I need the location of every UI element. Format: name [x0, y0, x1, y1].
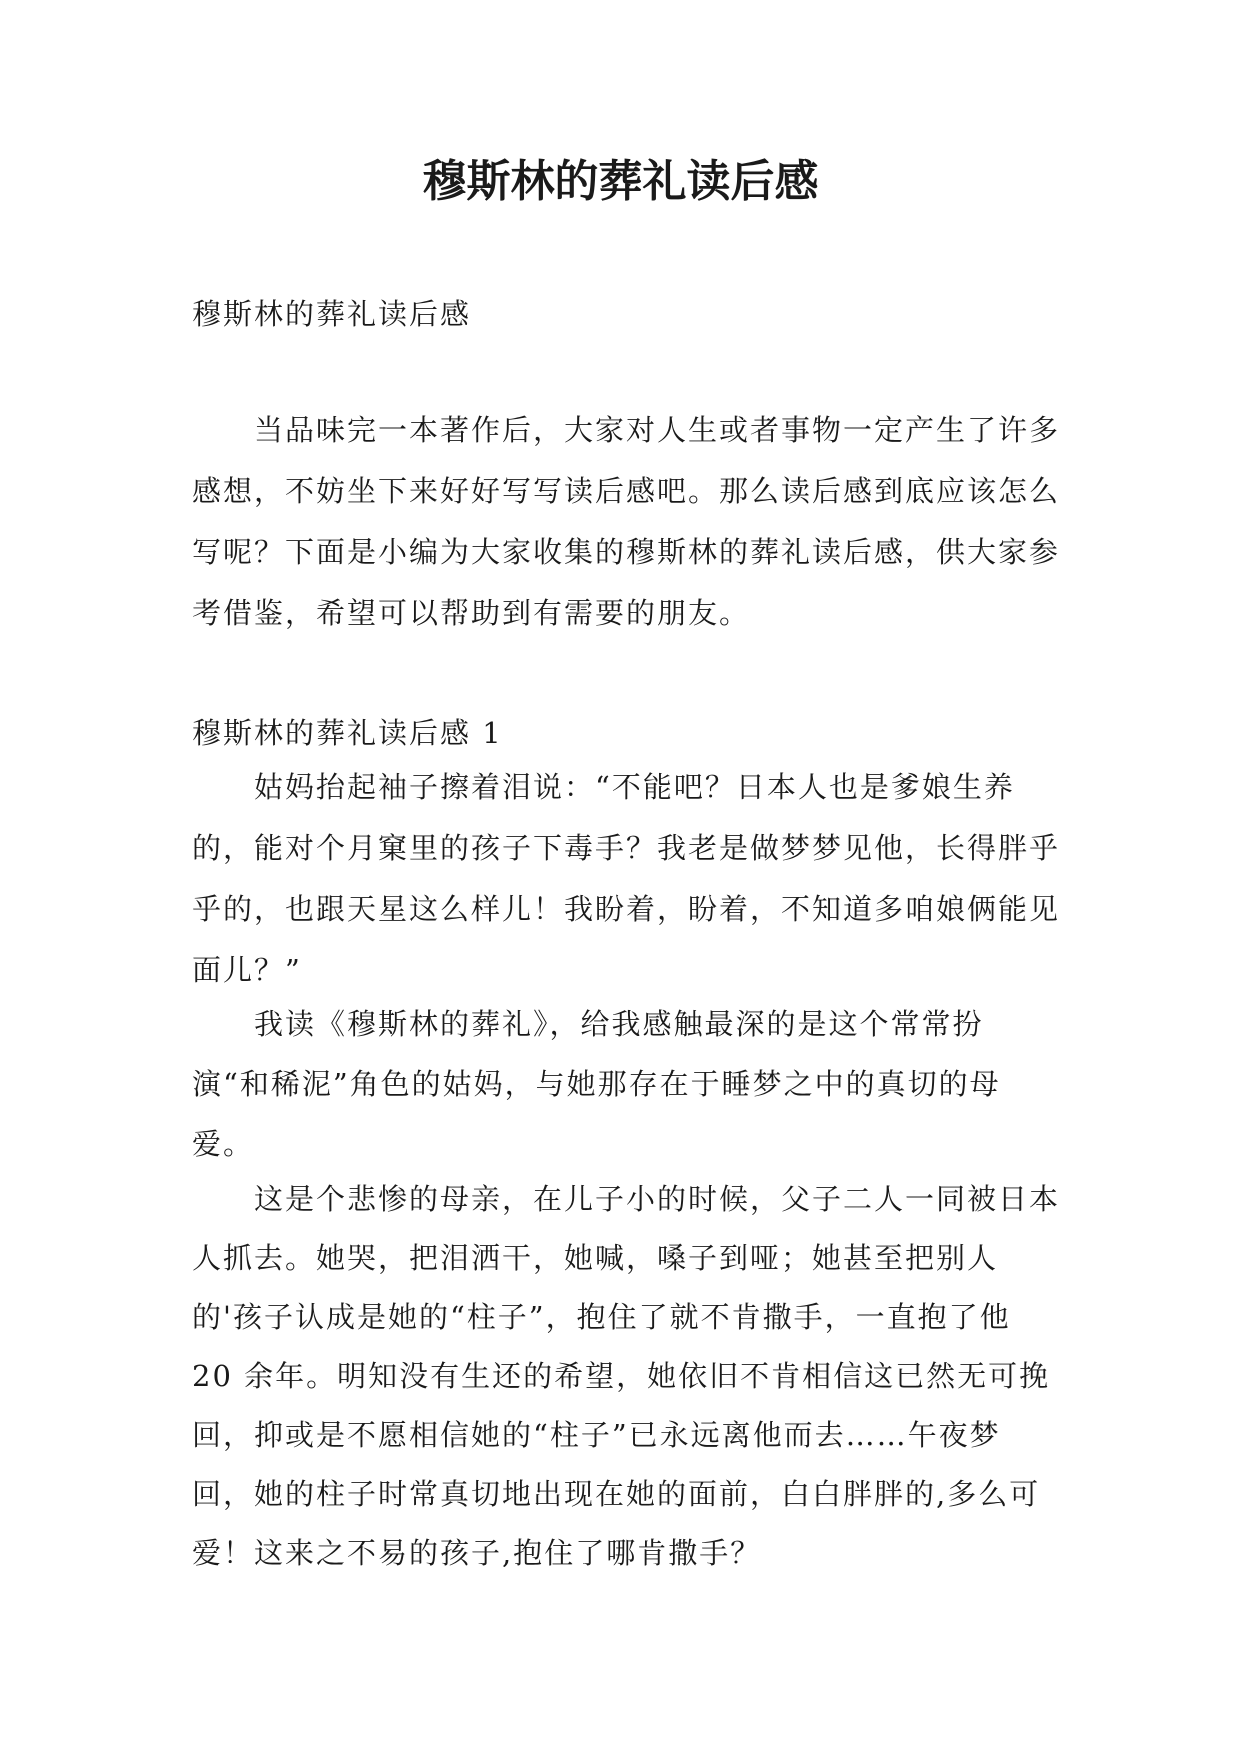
section-heading: 穆斯林的葬礼读后感 1 — [192, 716, 503, 750]
body-paragraph-1: 姑妈抬起袖子擦着泪说：“不能吧？日本人也是爹娘生养的，能对个月窠里的孩子下毒手？我老是做梦梦见他，长得胖乎乎的，也跟天星这么样儿！我盼着，盼着，不知道多咱娘俩能见面儿？” — [192, 770, 1061, 987]
intro-paragraph: 当品味完一本著作后，大家对人生或者事物一定产生了许多感想，不妨坐下来好好写写读后感吧。那么读后感到底应该怎么写呢？下面是小编为大家收集的穆斯林的葬礼读后感，供大家参考借鉴，希望可以帮助到有需要的朋友。 — [192, 413, 1061, 630]
document-title: 穆斯林的葬礼读后感 — [422, 156, 819, 207]
body-paragraph-2: 我读《穆斯林的葬礼》，给我感触最深的是这个常常扮演“和稀泥”角色的姑妈，与她那存在于睡梦之中的真切的母爱。 — [192, 1007, 1001, 1161]
body-paragraph-3: 这是个悲惨的母亲，在儿子小的时候，父子二人一同被日本人抓去。她哭，把泪洒干，她喊，嗓子到哑；她甚至把别人的'孩子认成是她的“柱子”，抱住了就不肯撒手，一直抱了他 20 余年。明知没有生还的希望，她依旧不肯相信这已然无可挽回，抑或是不愿相信她的“柱子”已永远离他而去……午夜梦回，她的柱子时常真切地出现在她的面前，白白胖胖的,多么可爱！这来之不易的孩子,抱住了哪肯撒手？ — [192, 1182, 1061, 1570]
document-subtitle: 穆斯林的葬礼读后感 — [192, 297, 472, 331]
